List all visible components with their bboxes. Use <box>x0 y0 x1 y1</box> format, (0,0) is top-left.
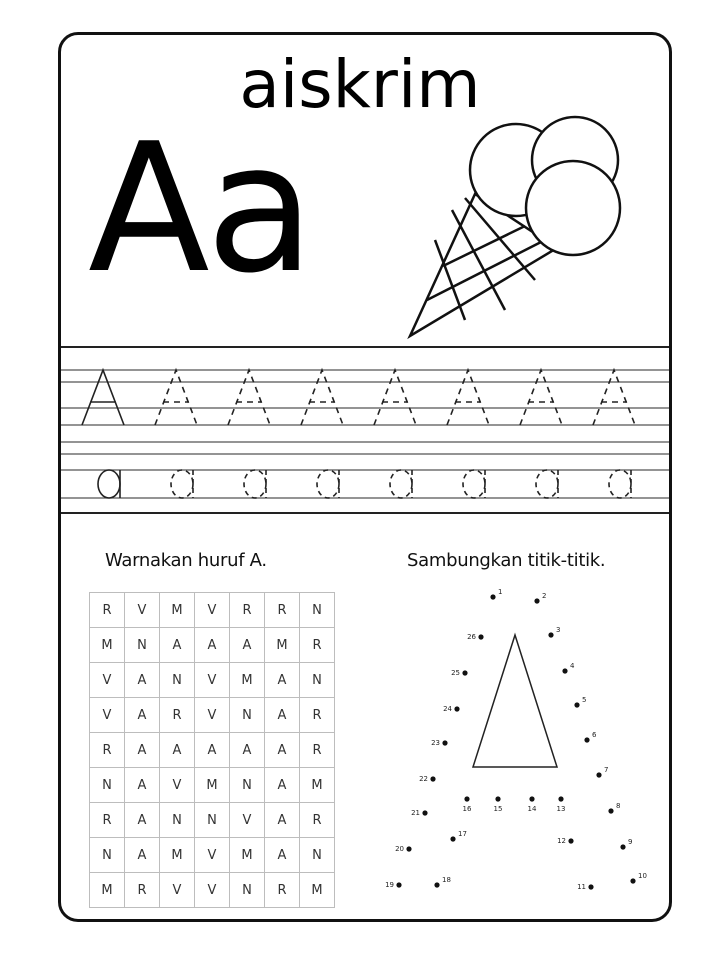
grid-cell[interactable]: V <box>195 663 230 698</box>
grid-cell[interactable]: A <box>195 628 230 663</box>
dot <box>396 882 401 887</box>
lowercase-trace-letter <box>98 470 120 498</box>
grid-cell[interactable]: A <box>265 733 300 768</box>
grid-cell[interactable]: R <box>300 628 335 663</box>
grid-cell[interactable]: A <box>265 803 300 838</box>
dot <box>584 737 589 742</box>
dot <box>630 878 635 883</box>
dots-task-label: Sambungkan titik-titik. <box>407 550 606 571</box>
letter-grid <box>89 592 335 908</box>
dot-label: 11 <box>577 883 586 891</box>
dot-label: 9 <box>628 838 633 846</box>
uppercase-trace-letter <box>593 370 635 425</box>
dot-label: 18 <box>442 876 451 884</box>
ice-cream-cone-icon <box>405 100 625 345</box>
grid-cell[interactable]: A <box>265 768 300 803</box>
dot <box>490 594 495 599</box>
dot-label: 5 <box>582 696 587 704</box>
dot <box>548 632 553 637</box>
grid-cell[interactable]: N <box>160 803 195 838</box>
grid-cell[interactable]: M <box>300 873 335 908</box>
dot-label: 26 <box>467 633 476 641</box>
lowercase-trace-letter <box>390 470 412 498</box>
grid-cell[interactable]: M <box>195 768 230 803</box>
dot-label: 13 <box>556 805 566 813</box>
grid-cell[interactable]: M <box>160 838 195 873</box>
dot-label: 3 <box>556 626 561 634</box>
section-divider <box>61 346 669 348</box>
dot <box>568 838 573 843</box>
lowercase-trace-letter <box>244 470 266 498</box>
dot <box>462 670 467 675</box>
dot <box>422 810 427 815</box>
grid-cell[interactable]: R <box>90 803 125 838</box>
grid-row <box>90 663 335 698</box>
grid-cell[interactable]: V <box>160 873 195 908</box>
uppercase-trace-letter <box>520 370 562 425</box>
grid-cell[interactable]: A <box>125 803 160 838</box>
dot <box>450 836 455 841</box>
dot <box>495 796 500 801</box>
lowercase-trace-letter <box>609 470 631 498</box>
grid-cell[interactable]: A <box>125 768 160 803</box>
grid-cell[interactable]: A <box>125 733 160 768</box>
grid-cell[interactable]: R <box>300 733 335 768</box>
dot <box>442 740 447 745</box>
grid-cell[interactable]: R <box>265 593 300 628</box>
dot <box>406 846 411 851</box>
grid-cell[interactable]: A <box>195 733 230 768</box>
dot-label: 7 <box>604 766 609 774</box>
grid-row <box>90 593 335 628</box>
grid-cell[interactable]: N <box>125 628 160 663</box>
grid-cell[interactable]: M <box>230 838 265 873</box>
grid-cell[interactable]: M <box>90 628 125 663</box>
dot-label: 24 <box>443 705 452 713</box>
grid-cell[interactable]: V <box>90 663 125 698</box>
uppercase-trace-letter <box>155 370 197 425</box>
grid-cell[interactable]: R <box>300 698 335 733</box>
grid-cell[interactable]: N <box>300 593 335 628</box>
grid-row <box>90 838 335 873</box>
grid-cell[interactable]: A <box>125 838 160 873</box>
lowercase-trace-letter <box>171 470 193 498</box>
grid-cell[interactable]: R <box>160 698 195 733</box>
grid-cell[interactable]: R <box>300 803 335 838</box>
uppercase-trace-letter <box>374 370 416 425</box>
grid-cell[interactable]: A <box>125 698 160 733</box>
grid-cell[interactable]: N <box>230 698 265 733</box>
dot <box>596 772 601 777</box>
grid-row <box>90 733 335 768</box>
grid-cell[interactable]: N <box>160 663 195 698</box>
grid-cell[interactable]: A <box>160 733 195 768</box>
dot <box>608 808 613 813</box>
grid-cell[interactable]: M <box>160 593 195 628</box>
grid-cell[interactable]: V <box>230 803 265 838</box>
uppercase-tracing-row <box>61 362 669 446</box>
uppercase-trace-letter <box>228 370 270 425</box>
dot-label: 25 <box>451 669 460 677</box>
dot <box>562 668 567 673</box>
grid-cell[interactable]: N <box>195 803 230 838</box>
grid-cell[interactable]: V <box>195 698 230 733</box>
grid-cell[interactable]: V <box>195 873 230 908</box>
grid-cell[interactable]: A <box>230 733 265 768</box>
grid-cell[interactable]: M <box>90 873 125 908</box>
grid-cell[interactable]: V <box>195 593 230 628</box>
grid-row <box>90 628 335 663</box>
grid-cell[interactable]: A <box>265 663 300 698</box>
dot <box>434 882 439 887</box>
grid-row <box>90 873 335 908</box>
grid-cell[interactable]: V <box>125 593 160 628</box>
grid-cell[interactable]: R <box>125 873 160 908</box>
section-divider-2 <box>61 512 669 514</box>
grid-row <box>90 803 335 838</box>
dot-label: 4 <box>570 662 575 670</box>
dot-label: 22 <box>419 775 428 783</box>
grid-cell[interactable]: A <box>230 628 265 663</box>
dot <box>534 598 539 603</box>
grid-cell[interactable]: M <box>230 663 265 698</box>
lowercase-trace-letter <box>317 470 339 498</box>
dot-label: 19 <box>385 881 394 889</box>
dot-label: 14 <box>527 805 537 813</box>
grid-cell[interactable]: A <box>265 698 300 733</box>
dot <box>478 634 483 639</box>
big-letters: Aa <box>88 105 311 312</box>
grid-cell[interactable]: N <box>230 768 265 803</box>
dot-label: 17 <box>458 830 467 838</box>
grid-cell[interactable]: V <box>90 698 125 733</box>
grid-cell[interactable]: R <box>90 593 125 628</box>
dot <box>529 796 534 801</box>
dot-label: 20 <box>395 845 404 853</box>
grid-cell[interactable]: V <box>195 838 230 873</box>
grid-cell[interactable]: M <box>265 628 300 663</box>
lowercase-trace-letter <box>536 470 558 498</box>
grid-cell[interactable]: R <box>230 593 265 628</box>
grid-row <box>90 768 335 803</box>
grid-cell[interactable]: N <box>300 663 335 698</box>
grid-cell[interactable]: N <box>300 838 335 873</box>
dot <box>588 884 593 889</box>
grid-cell[interactable]: A <box>160 628 195 663</box>
grid-row <box>90 698 335 733</box>
dot-label: 6 <box>592 731 597 739</box>
uppercase-trace-letter <box>82 370 124 425</box>
dot <box>430 776 435 781</box>
grid-cell[interactable]: R <box>265 873 300 908</box>
grid-cell[interactable]: N <box>230 873 265 908</box>
dot <box>464 796 469 801</box>
lowercase-tracing-row <box>61 448 669 508</box>
dot <box>574 702 579 707</box>
dot-label: 23 <box>431 739 440 747</box>
dot-label: 1 <box>498 588 503 596</box>
dot <box>558 796 563 801</box>
uppercase-trace-letter <box>447 370 489 425</box>
grid-cell[interactable]: A <box>265 838 300 873</box>
dot-label: 15 <box>493 805 503 813</box>
lowercase-trace-letter <box>463 470 485 498</box>
grid-cell[interactable]: V <box>160 768 195 803</box>
dot-label: 10 <box>638 872 647 880</box>
dot-label: 21 <box>411 809 420 817</box>
uppercase-trace-letter <box>301 370 343 425</box>
connect-dots-puzzle <box>385 585 665 905</box>
worksheet-title: aiskrim <box>239 46 481 123</box>
grid-cell[interactable]: N <box>90 768 125 803</box>
dot-label: 12 <box>557 837 566 845</box>
color-task-label: Warnakan huruf A. <box>105 550 267 571</box>
dot-label: 2 <box>542 592 547 600</box>
dot-label: 8 <box>616 802 621 810</box>
dot-label: 16 <box>462 805 472 813</box>
dot <box>454 706 459 711</box>
grid-cell[interactable]: M <box>300 768 335 803</box>
dot <box>620 844 625 849</box>
grid-cell[interactable]: N <box>90 838 125 873</box>
grid-cell[interactable]: R <box>90 733 125 768</box>
grid-cell[interactable]: A <box>125 663 160 698</box>
